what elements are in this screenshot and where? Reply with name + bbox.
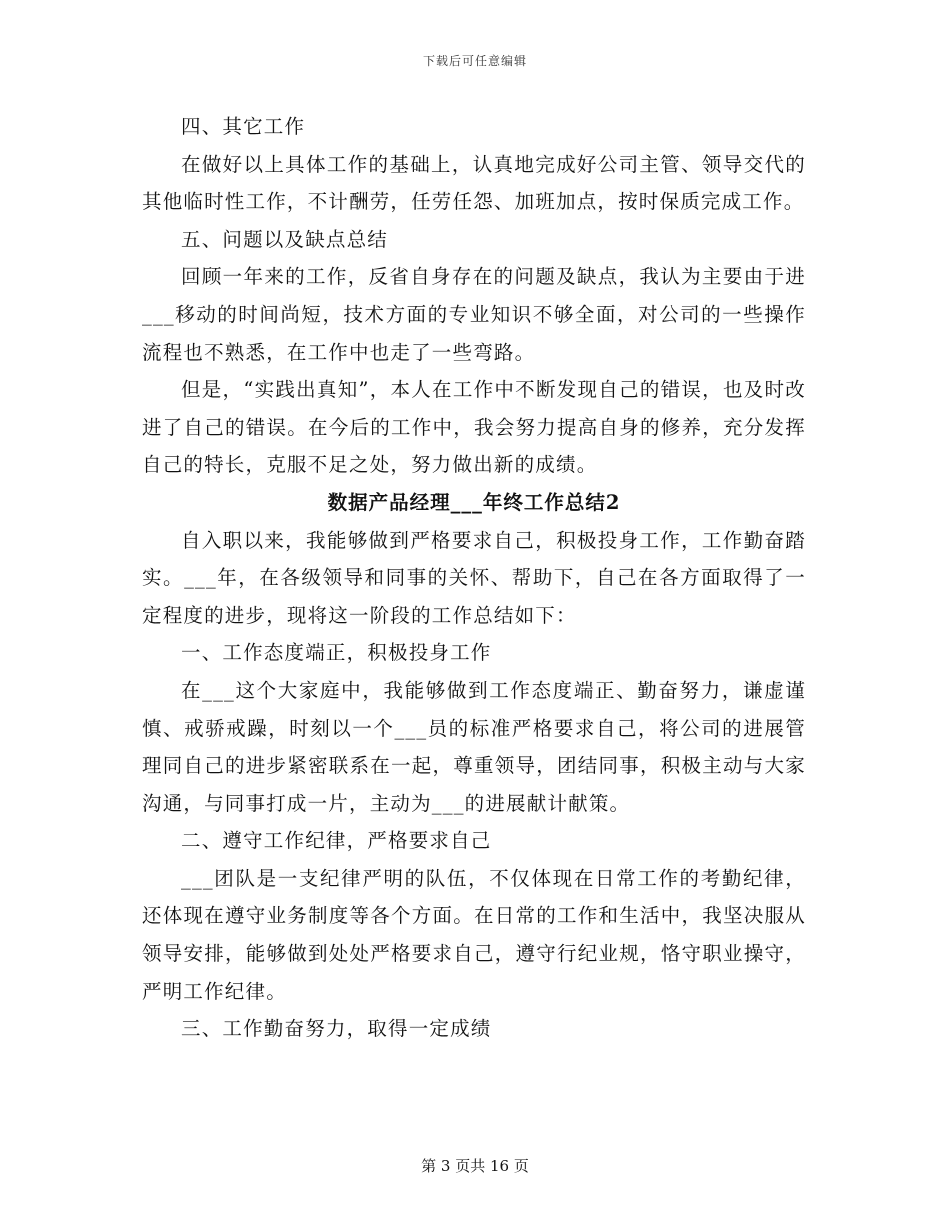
paragraph: ___团队是一支纪律严明的队伍，不仅体现在日常工作的考勤纪律，还体现在遵守业务制度等各个方面。在日常的工作和生活中，我坚决服从领导安排，能够做到处处严格要求自己，遵守行纪业规，恪守职业操守，严明工作纪律。: [142, 866, 806, 1003]
section-heading-other-work: 四、其它工作: [181, 115, 306, 138]
paragraph: 在___这个大家庭中，我能够做到工作态度端正、勤奋努力，谦虚谨慎、戒骄戒躁，时刻以一个___员的标准严格要求自己，将公司的进展管理同自己的进步紧密联系在一起，尊重领导，团结同事，积极主动与大家沟通，与同事打成一片，主动为___的进展献计献策。: [142, 678, 806, 815]
paragraph: 自入职以来，我能够做到严格要求自己，积极投身工作，工作勤奋踏实。___年，在各级领导和同事的关怀、帮助下，自己在各方面取得了一定程度的进步，现将这一阶段的工作总结如下：: [142, 528, 806, 627]
page-footer: 第 3 页共 16 页: [421, 1157, 529, 1175]
paragraph: 回顾一年来的工作，反省自身存在的问题及缺点，我认为主要由于进___移动的时间尚短，技术方面的专业知识不够全面，对公司的一些操作流程也不熟悉，在工作中也走了一些弯路。: [142, 265, 806, 364]
paragraph: 在做好以上具体工作的基础上，认真地完成好公司主管、领导交代的其他临时性工作，不计酬劳，任劳任怨、加班加点，按时保质完成工作。: [142, 152, 806, 214]
section-heading-discipline: 二、遵守工作纪律，严格要求自己: [181, 829, 492, 853]
section-heading-diligence: 三、工作勤奋努力，取得一定成绩: [181, 1017, 492, 1041]
section-heading-problems: 五、问题以及缺点总结: [181, 227, 389, 251]
document-body: [142, 108, 806, 1048]
page-header: 下载后可任意编辑: [422, 54, 527, 68]
document-title: 数据产品经理___年终工作总结2: [327, 490, 621, 514]
section-heading-attitude: 一、工作态度端正，积极投身工作: [181, 641, 492, 665]
paragraph: 但是，“实践出真知”，本人在工作中不断发现自己的错误，也及时改进了自己的错误。在今后的工作中，我会努力提高自身的修养，充分发挥自己的特长，克服不足之处，努力做出新的成绩。: [142, 378, 806, 477]
